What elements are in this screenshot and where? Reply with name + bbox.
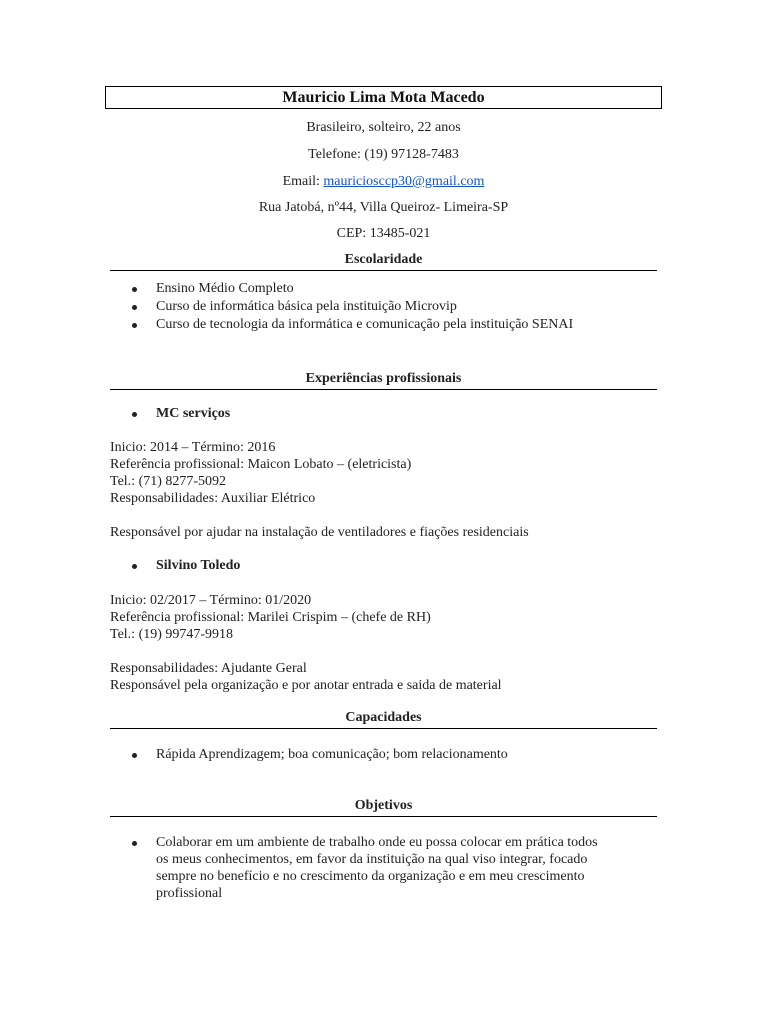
job-description: Responsável pela organização e por anotar entrada e saida de material xyxy=(110,678,502,693)
job-phone: Tel.: (71) 8277-5092 xyxy=(110,474,227,489)
objective-line: os meus conhecimentos, em favor da instituição na qual viso integrar, focado xyxy=(156,852,588,867)
escolaridade-list xyxy=(110,280,670,334)
name-box: Mauricio Lima Mota Macedo xyxy=(105,86,662,109)
job-reference: Referência profissional: Marilei Crispim – (chefe de RH) xyxy=(110,610,431,625)
list-item: Rápida Aprendizagem; boa comunicação; bom relacionamento xyxy=(110,746,670,764)
email-link[interactable]: mauriciosccp30@gmail.com xyxy=(323,174,485,189)
section-title-capacidades: Capacidades xyxy=(110,709,657,729)
email-line xyxy=(105,173,662,191)
list-item: Ensino Médio Completo xyxy=(110,280,670,298)
objective-line: profissional xyxy=(156,886,223,901)
job-reference: Referência profissional: Maicon Lobato – (eletricista) xyxy=(110,457,412,472)
section-title-objetivos: Objetivos xyxy=(110,797,657,817)
job-company: Silvino Toledo xyxy=(110,557,670,575)
job-company: MC serviços xyxy=(110,405,670,423)
objective-line: Colaborar em um ambiente de trabalho onde eu possa colocar em prática todos xyxy=(156,835,598,850)
job-period: Inicio: 2014 – Término: 2016 xyxy=(110,440,276,455)
capacidades-list xyxy=(110,746,670,764)
job-phone: Tel.: (19) 99747-9918 xyxy=(110,627,234,642)
section-title-experiencias: Experiências profissionais xyxy=(110,370,657,390)
objective-line: sempre no benefício e no crescimento da organização e em meu crescimento xyxy=(156,869,585,884)
job-responsibilities: Responsabilidades: Ajudante Geral xyxy=(110,661,307,676)
job-1-description: Responsável por ajudar na instalação de ventiladores e fiações residenciais xyxy=(110,525,529,540)
job-2-details xyxy=(110,592,670,643)
job-period: Inicio: 02/2017 – Término: 01/2020 xyxy=(110,593,312,608)
job-1-details xyxy=(110,439,670,507)
job-2-more xyxy=(110,660,670,694)
list-item: Curso de informática básica pela instituição Microvip xyxy=(110,298,670,316)
phone-line: Telefone: (19) 97128-7483 xyxy=(308,147,459,162)
cep-line: CEP: 13485-021 xyxy=(336,226,431,241)
email-label: Email: xyxy=(282,174,324,189)
job-2-heading xyxy=(110,557,670,575)
list-item xyxy=(110,834,670,902)
list-item: Curso de tecnologia da informática e comunicação pela instituição SENAI xyxy=(110,316,670,334)
personal-info: Brasileiro, solteiro, 22 anos xyxy=(306,120,461,135)
job-responsibilities: Responsabilidades: Auxiliar Elétrico xyxy=(110,491,316,506)
job-1-heading xyxy=(110,405,670,423)
objetivos-list xyxy=(110,834,670,902)
section-title-escolaridade: Escolaridade xyxy=(110,251,657,271)
address-line: Rua Jatobá, nº44, Villa Queiroz- Limeira-SP xyxy=(258,200,509,215)
